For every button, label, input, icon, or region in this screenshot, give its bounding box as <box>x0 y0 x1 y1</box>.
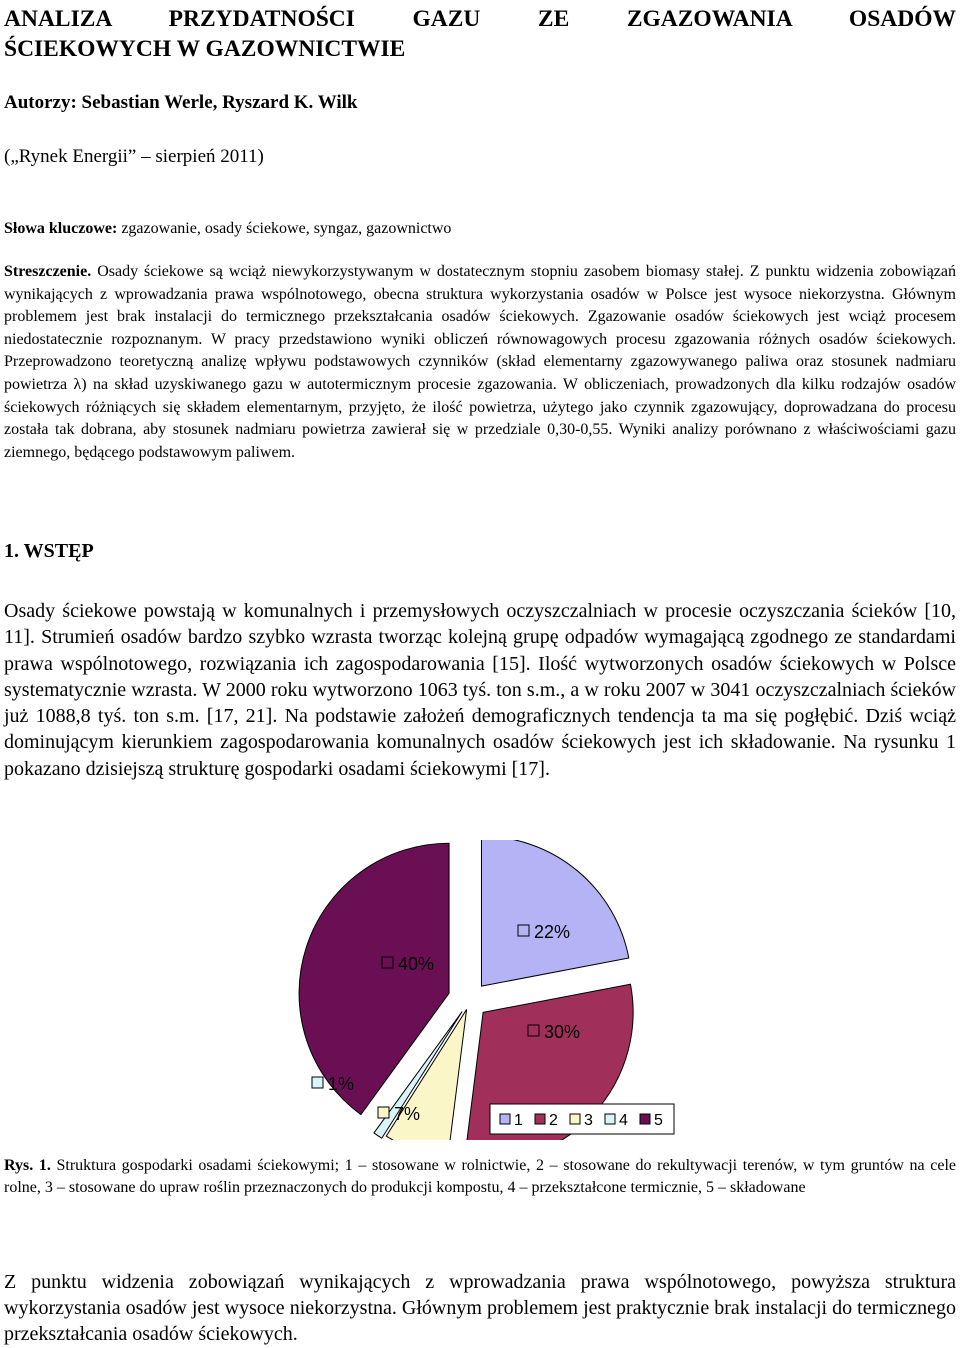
pie-label-3: 7% <box>394 1104 421 1124</box>
closing-paragraph: Z punktu widzenia zobowiązań wynikających z wprowadzania prawa wspólnotowego, powyższa struktura wykorzystania osadów jest wysoce niekorzystna. Głównym problemem jest praktycznie brak instalacji do termicznego przekształcania osadów ściekowych. <box>4 1271 956 1345</box>
abstract-label: Streszczenie. <box>4 263 92 280</box>
section-body: Osady ściekowe powstają w komunalnych i przemysłowych oczyszczalniach w procesie oczyszczania ścieków [10, 11]. Strumień osadów bardzo szybko wzrasta tworząc kolejną grupę odpadów wymagającą zgodnego ze standardami prawa wspólnotowego, rozwiązania ich zagospodarowania [15]. Ilość wytworzonych osadów ściekowych w Polsce systematycznie wzrasta. W 2000 roku wytworzono 1063 tyś. ton s.m., a w roku 2007 w 3041 oczyszczalniach ścieków już 1088,8 tyś. ton s.m. [17, 21]. Na podstawie założeń demograficznych tendencja ta ma się pogłębić. Dziś wciąż dominującym kierunkiem zagospodarowania komunalnych osadów ściekowych jest ich składowanie. Na rysunku 1 pokazano dzisiejszą strukturę gospodarki osadami ściekowymi [17]. <box>4 600 956 780</box>
legend-label-5: 5 <box>654 1112 663 1129</box>
legend-label-3: 3 <box>584 1112 593 1129</box>
legend-swatch-3 <box>570 1114 580 1124</box>
keywords-text: zgazowanie, osady ściekowe, syngaz, gazownictwo <box>121 220 452 237</box>
keywords-label: Słowa kluczowe: <box>4 220 118 237</box>
paper-title <box>4 4 956 64</box>
pie-label-swatch-1 <box>518 925 529 936</box>
section-heading: 1. WSTĘP <box>4 540 94 562</box>
legend-swatch-4 <box>605 1114 615 1124</box>
authors: Autorzy: Sebastian Werle, Ryszard K. Wilk <box>4 92 358 113</box>
pie-slice-1 <box>481 840 628 986</box>
pie-label-swatch-4 <box>312 1077 323 1088</box>
legend-swatch-5 <box>640 1114 650 1124</box>
paper-title-line-1: ANALIZA PRZYDATNOŚCI GAZU ZE ZGAZOWANIA OSADÓW <box>4 6 956 32</box>
caption-label: Rys. 1. <box>4 1157 51 1174</box>
pie-label-swatch-3 <box>378 1107 389 1118</box>
keywords <box>4 220 956 238</box>
pie-label-2: 30% <box>544 1022 581 1042</box>
source-note: („Rynek Energii” – sierpień 2011) <box>4 146 264 167</box>
caption-text: Struktura gospodarki osadami ściekowymi; 1 – stosowane w rolnictwie, 2 – stosowane do rekultywacji terenów, w tym gruntów na cele rolne, 3 – stosowane do upraw roślin przeznaczonych do produkcji kompostu, 4 – przekształcone termicznie, 5 – składowane <box>4 1157 957 1196</box>
legend-label-2: 2 <box>549 1112 558 1129</box>
pie-chart <box>290 840 710 1140</box>
paper-title-line-2: ŚCIEKOWYCH W GAZOWNICTWIE <box>4 36 406 62</box>
pie-label-1: 22% <box>534 922 571 942</box>
abstract <box>4 261 956 464</box>
abstract-text: Osady ściekowe są wciąż niewykorzystywanym w dostatecznym stopniu zasobem biomasy stałej. Z punktu widzenia zobowiązań wynikających z wprowadzania prawa wspólnotowego, obecna struktura wykorzystania osadów w Polsce jest wysoce niekorzystna. Głównym problemem jest brak instalacji do termicznego przekształcania osadów ściekowych. Zgazowanie osadów ściekowych jest wciąż procesem niedostatecznie rozpoznanym. W pracy przedstawiono wyniki obliczeń równowagowych procesu zgazowania różnych osadów ściekowych. Przeprowadzono teoretyczną analizę wpływu podstawowych czynników (skład elementarny zgazowywanego paliwa oraz stosunek nadmiaru powietrza λ) na skład uzyskiwanego gazu w autotermicznym procesie zgazowania. W obliczeniach, prowadzonych dla kilku rodzajów osadów ściekowych różniących się składem elementarnym, przyjęto, że ilość powietrza, użytego jako czynnik zgazowujący, doprowadzana do procesu została tak dobrana, aby stosunek nadmiaru powietrza zawierał się w przedziale 0,30-0,55. Wyniki analizy porównano z właściwościami gazu ziemnego, będącego podstawowym paliwem. <box>4 263 957 461</box>
legend-label-1: 1 <box>514 1112 523 1129</box>
legend-label-4: 4 <box>619 1112 628 1129</box>
legend-swatch-2 <box>535 1114 545 1124</box>
pie-label-swatch-2 <box>528 1025 539 1036</box>
figure-caption <box>4 1155 956 1199</box>
pie-label-4: 1% <box>328 1074 355 1094</box>
pie-label-5: 40% <box>398 954 435 974</box>
pie-label-swatch-5 <box>382 957 393 968</box>
pie-chart-figure <box>290 840 710 1140</box>
legend-swatch-1 <box>500 1114 510 1124</box>
